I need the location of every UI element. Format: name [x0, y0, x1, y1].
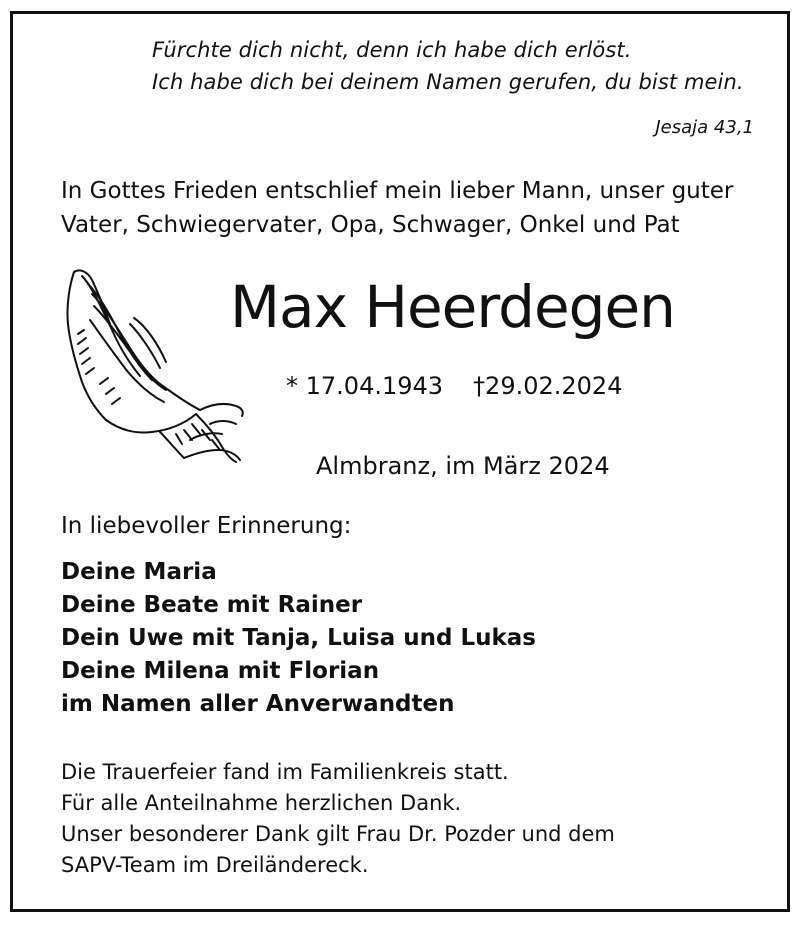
- life-dates: [286, 372, 622, 400]
- closing-line-2: Für alle Anteilnahme herzlichen Dank.: [61, 791, 462, 815]
- place-and-date: Almbranz, im März 2024: [316, 452, 610, 480]
- verse-source: Jesaja 43,1: [655, 117, 754, 138]
- death-date: †29.02.2024: [473, 372, 623, 400]
- mourner-line: Deine Beate mit Rainer: [61, 592, 363, 618]
- birth-date: * 17.04.1943: [286, 372, 444, 400]
- intro-line-2: Vater, Schwiegervater, Opa, Schwager, Onkel und Pat: [61, 212, 680, 238]
- mourners-list: [61, 556, 536, 721]
- bible-verse: [152, 34, 744, 98]
- mourner-line: im Namen aller Anverwandten: [61, 691, 455, 717]
- praying-hands-icon: [60, 264, 246, 464]
- memory-label: In liebevoller Erinnerung:: [61, 513, 352, 539]
- intro-line-1: In Gottes Frieden entschlief mein lieber Mann, unser guter: [61, 178, 734, 204]
- intro-text: [61, 174, 733, 242]
- closing-line-1: Die Trauerfeier fand im Familienkreis statt.: [61, 760, 509, 784]
- closing-line-4: SAPV-Team im Dreiländereck.: [61, 853, 369, 877]
- closing-line-3: Unser besonderer Dank gilt Frau Dr. Pozder und dem: [61, 822, 615, 846]
- mourner-line: Deine Maria: [61, 559, 217, 585]
- mourner-line: Deine Milena mit Florian: [61, 658, 380, 684]
- verse-line-1: Fürchte dich nicht, denn ich habe dich erlöst.: [152, 38, 632, 62]
- mourner-line: Dein Uwe mit Tanja, Luisa und Lukas: [61, 625, 536, 651]
- deceased-name: Max Heerdegen: [230, 273, 675, 341]
- closing-text: [61, 757, 615, 881]
- verse-line-2: Ich habe dich bei deinem Namen gerufen, du bist mein.: [152, 70, 744, 94]
